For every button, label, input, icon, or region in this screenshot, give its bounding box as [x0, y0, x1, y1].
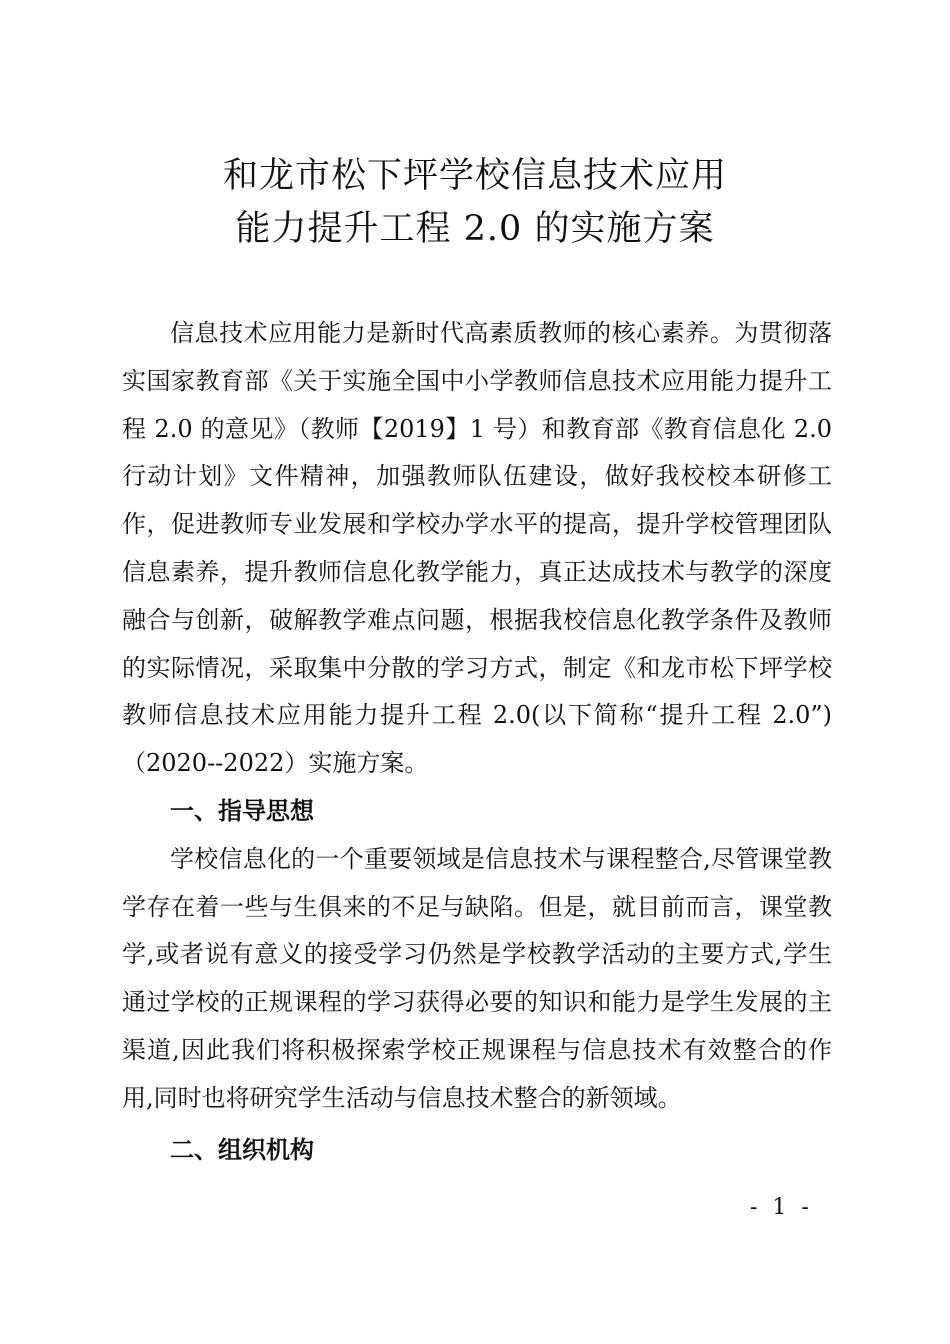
section-heading-guiding-ideology: 一、指导思想 — [170, 796, 314, 825]
intro-paragraph: 信息技术应用能力是新时代高素质教师的核心素养。为贯彻落实国家教育部《关于实施全国中小学教师信息技术应用能力提升工程 2.0 的意见》（教师【2019】1 号）和教育部《教育信息化 2.0 行动计划》文件精神，加强教师队伍建设，做好我校校本研修工作，促进教师专业发展和学校办学水平的提高，提升学校管理团队信息素养，提升教师信息化教学能力，真正达成技术与教学的深度融合与创新，破解教学难点问题，根据我校信息化教学条件及教师的实际情况，采取集中分散的学习方式，制定《和龙市松下坪学校教师信息技术应用能力提升工程 2.0(以下简称“提升工程 2.0”)（2020--2022）实施方案。 — [122, 319, 832, 778]
page-number: - 1 - — [750, 1195, 813, 1220]
title-line-2: 能力提升工程 2.0 的实施方案 — [235, 209, 715, 249]
section-heading-organization: 二、组织机构 — [170, 1135, 314, 1164]
title-line-1: 和龙市松下坪学校信息技术应用 — [222, 156, 727, 196]
section-1-paragraph: 学校信息化的一个重要领域是信息技术与课程整合,尽管课堂教学存在着一些与生俱来的不足与缺陷。但是，就目前而言，课堂教学,或者说有意义的接受学习仍然是学校教学活动的主要方式,学生通过学校的正规课程的学习获得必要的知识和能力是学生发展的主渠道,因此我们将积极探索学校正规课程与信息技术有效整合的作用,同时也将研究学生活动与信息技术整合的新领域。 — [122, 844, 832, 1112]
document-title — [0, 150, 950, 256]
document-body — [122, 310, 832, 1174]
